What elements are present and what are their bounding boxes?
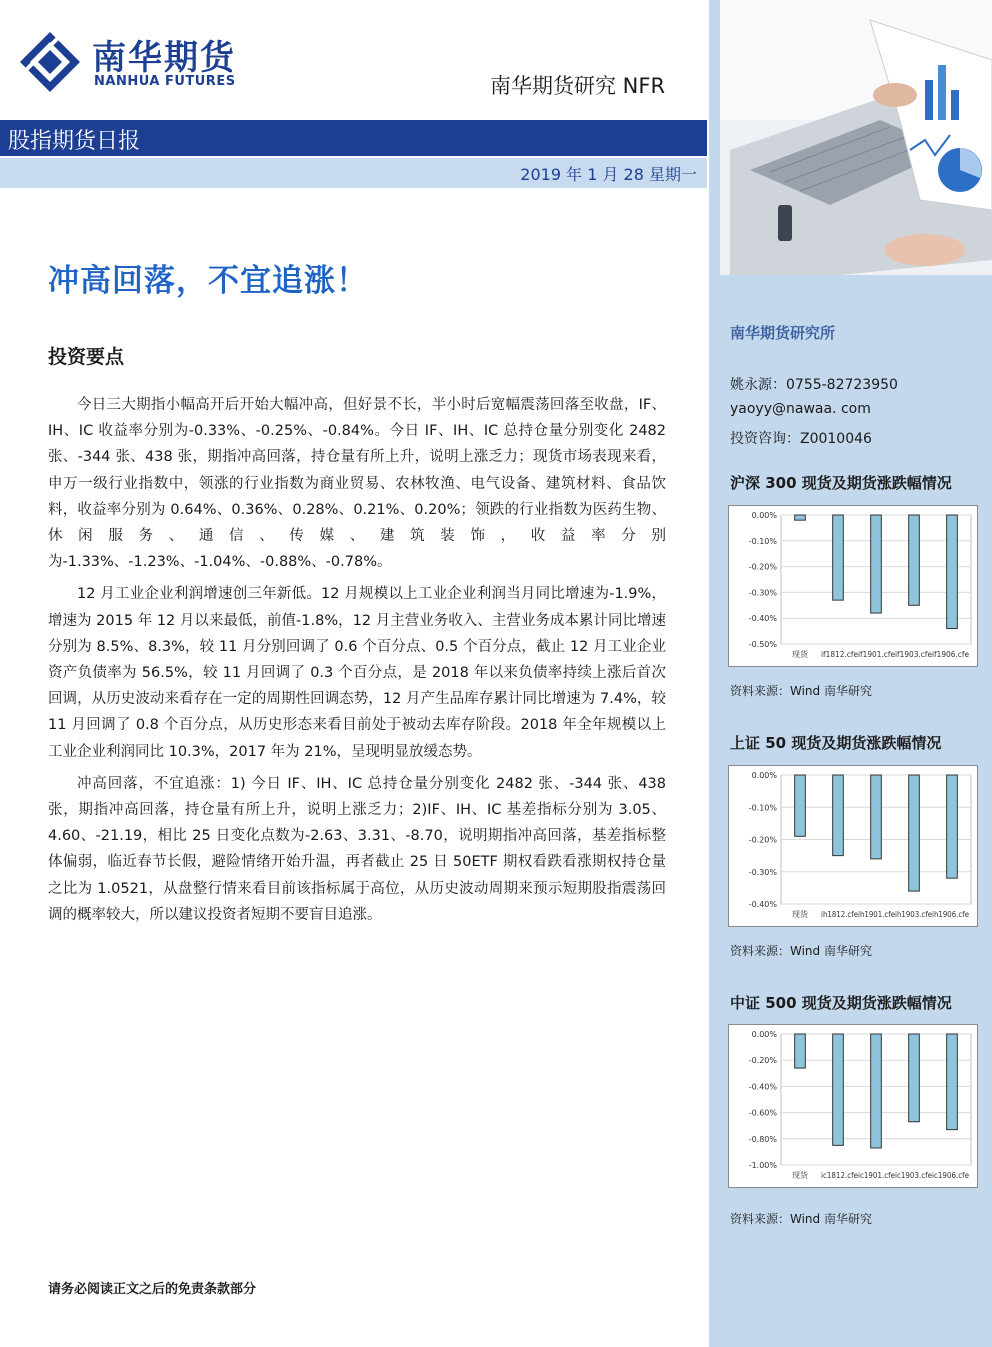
x-tick-label: if1812.cfeif1901.cfeif1903.cfeif1906.cfe — [821, 650, 970, 659]
bar — [795, 515, 806, 520]
section-heading: 投资要点 — [48, 346, 125, 368]
chart-source: 资料来源：Wind 南华研究 — [730, 684, 872, 698]
x-tick-label: ic1812.cfeic1901.cfeic1903.cfeic1906.cfe — [821, 1171, 970, 1180]
paragraph: 12 月工业企业利润增速创三年新低。12 月规模以上工业企业利润当月同比增速为-1.9%，增速为 2015 年 12 月以来最低，前值-1.8%，12 月主营业务收入、主营业务成本累计同比增速分别为 8.5%、8.3%，较 11 月分别回调了 0.6 个百分点、0.5 个百分点，截止 12 月工业企业资产负债率为 56.5%，较 11 月回调了 0.3 个百分点，是 2018 年以来负债率持续上涨后首次回调，从历史波动来看存在一定的周期性回调态势，12 月产生品库存累计同比增速为 7.4%，较 11 月回调了 0.8 个百分点，从历史形态来看目前处于被动去库存阶段。2018 年全年规模以上工业企业利润同比 10.3%，2017 年为 21%，呈现明显放缓态势。 — [48, 586, 666, 760]
analyst-email: yaoyy@nawaa. com — [730, 401, 871, 417]
brand-name-cn: 南华期货 — [92, 38, 236, 78]
y-tick-label: -0.60% — [748, 1108, 777, 1118]
sidebar — [709, 0, 992, 1347]
bar — [833, 515, 844, 600]
bar — [871, 1034, 882, 1148]
y-tick-label: -0.10% — [748, 803, 777, 813]
y-tick-label: -0.40% — [748, 1082, 777, 1092]
disclaimer-note: 请务必阅读正文之后的免责条款部分 — [48, 1282, 257, 1297]
bar-chart-hs300 — [729, 506, 977, 666]
bar — [871, 775, 882, 859]
paragraph: 今日三大期指小幅高开后开始大幅冲高，但好景不长，半小时后宽幅震荡回落至收盘，IF、IH、IC 收益率分别为-0.33%、-0.25%、-0.84%。今日 IF、IH、IC 总持仓量分别变化 2482 张、-344 张、438 张，期指冲高回落，持仓量有所上升，说明上涨乏力；现货市场表现来看，申万一级行业指数中，领涨的行业指数为商业贸易、农林牧渔、电气设备、建筑材料、食品饮料，收益率分别为 0.64%、0.36%、0.28%、0.21%、0.20%；领跌的行业指数为医药生物、休闲服务、通信、传媒、建筑装饰，收益率分别为-1.33%、-1.23%、-1.04%、-0.88%、-0.78%。 — [48, 397, 666, 571]
y-tick-label: 0.00% — [751, 771, 777, 780]
brand-name-en: NANHUA FUTURES — [94, 74, 236, 89]
y-tick-label: -0.40% — [748, 614, 777, 624]
y-tick-label: 0.00% — [751, 1030, 777, 1039]
y-tick-label: -0.80% — [748, 1134, 777, 1144]
institute-name: 南华期货研究所 — [730, 324, 836, 342]
y-tick-label: -1.00% — [748, 1161, 777, 1170]
bar — [909, 775, 920, 891]
y-tick-label: -0.20% — [748, 562, 777, 572]
article-body — [48, 392, 666, 934]
paragraph: 冲高回落，不宜追涨：1) 今日 IF、IH、IC 总持仓量分别变化 2482 张、-344 张、438 张，期指冲高回落，持仓量有所上升，说明上涨乏力；2)IF、IH、IC 基差指标分别为 3.05、4.60、-21.19，相比 25 日变化点数为-2.63、3.31、-8.70，说明期指冲高回落，基差指标整体偏弱，临近春节长假，避险情绪开始升温，再者截止 25 日 50ETF 期权看跌看涨期权持仓量之比为 1.0521，从盘整行情来看目前该指标属于高位，从历史波动周期来预示短期股指震荡回调的概率较大，所以建议投资者短期不要盲目追涨。 — [48, 775, 666, 923]
y-tick-label: -0.20% — [748, 1056, 777, 1066]
x-tick-label: 现货 — [792, 650, 808, 659]
bar-chart-sz50 — [729, 766, 977, 926]
bar-chart-zz500 — [729, 1025, 977, 1187]
chart-title: 上证 50 现货及期货涨跌幅情况 — [730, 734, 942, 752]
y-tick-label: -0.10% — [748, 536, 777, 546]
chart-sz50 — [728, 765, 978, 927]
nanhua-logo-icon — [18, 30, 82, 94]
bar — [947, 1034, 958, 1130]
company-logo — [18, 30, 258, 94]
y-tick-label: -0.40% — [748, 900, 777, 909]
date-band — [0, 158, 707, 188]
chart-title: 中证 500 现货及期货涨跌幅情况 — [730, 994, 952, 1012]
y-tick-label: 0.00% — [751, 511, 777, 520]
bar — [909, 1034, 920, 1122]
research-label: 南华期货研究 NFR — [490, 74, 666, 98]
chart-source: 资料来源：Wind 南华研究 — [730, 1212, 872, 1226]
bar — [833, 1034, 844, 1145]
y-tick-label: -0.30% — [748, 867, 777, 877]
bar — [795, 1034, 806, 1068]
advisor-license: 投资咨询：Z0010046 — [730, 431, 872, 447]
x-tick-label: 现货 — [792, 1171, 808, 1180]
report-type-band — [0, 120, 707, 156]
chart-title: 沪深 300 现货及期货涨跌幅情况 — [730, 474, 952, 492]
report-type: 股指期货日报 — [8, 129, 141, 154]
bar — [909, 515, 920, 605]
office-photo — [720, 0, 992, 275]
chart-hs300 — [728, 505, 978, 667]
analyst-phone: 姚永源：0755-82723950 — [730, 377, 898, 393]
chart-zz500 — [728, 1024, 978, 1188]
x-tick-label: 现货 — [792, 910, 808, 919]
bar — [947, 775, 958, 878]
bar — [871, 515, 882, 613]
headline: 冲高回落，不宜追涨！ — [48, 263, 368, 299]
bar — [833, 775, 844, 856]
y-tick-label: -0.20% — [748, 835, 777, 845]
chart-source: 资料来源：Wind 南华研究 — [730, 944, 872, 958]
y-tick-label: -0.30% — [748, 588, 777, 598]
y-tick-label: -0.50% — [748, 640, 777, 649]
bar — [947, 515, 958, 629]
report-date: 2019 年 1 月 28 星期一 — [520, 165, 697, 184]
bar — [795, 775, 806, 836]
x-tick-label: ih1812.cfeih1901.cfeih1903.cfeih1906.cfe — [821, 910, 970, 919]
